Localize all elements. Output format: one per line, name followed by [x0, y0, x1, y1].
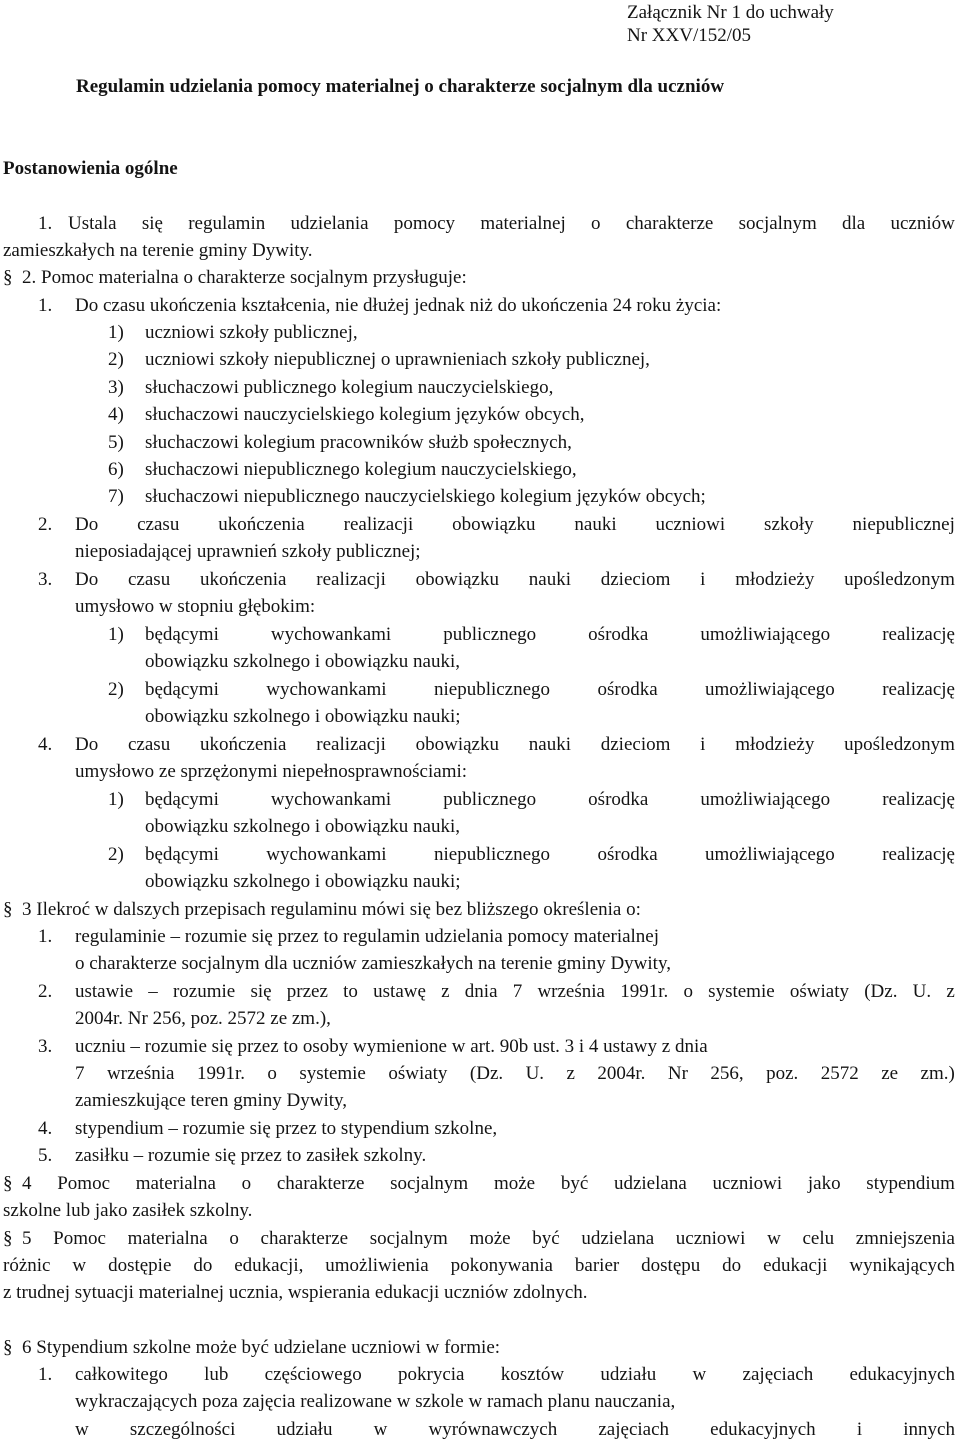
- word: Pomoc: [53, 1228, 106, 1249]
- word: 2572: [820, 1063, 859, 1084]
- word: będącymi: [145, 679, 219, 700]
- word: i: [700, 734, 706, 755]
- word: do: [193, 1255, 213, 1276]
- justified-line: [145, 786, 955, 813]
- definition-number: 5.: [38, 1145, 53, 1166]
- word: ośrodka: [588, 624, 649, 645]
- word: dzieciom: [600, 569, 671, 590]
- word: ośrodka: [597, 844, 658, 865]
- word: realizację: [882, 624, 955, 645]
- word: publicznego: [443, 624, 537, 645]
- justified-line: [75, 731, 955, 758]
- section-symbol: §: [3, 1228, 13, 1249]
- word: wyrównawczych: [428, 1419, 558, 1440]
- word: o: [591, 213, 601, 234]
- word: września: [106, 1063, 175, 1084]
- document-title: Regulamin udzielania pomocy materialnej o charakterze socjalnym dla uczniów: [76, 76, 725, 97]
- word: z: [441, 981, 450, 1002]
- definition-text: zamieszkujące teren gminy Dywity,: [75, 1090, 348, 1111]
- justified-line: [75, 566, 955, 593]
- justified-line: [3, 1252, 955, 1279]
- word: (Dz.: [469, 1063, 504, 1084]
- word: września: [537, 981, 605, 1002]
- definition-number: 1.: [38, 926, 53, 947]
- sub-list-number: 5): [108, 432, 124, 453]
- word: obowiązku: [415, 569, 499, 590]
- word: kosztów: [500, 1364, 565, 1385]
- word: to: [343, 981, 358, 1002]
- word: czasu: [137, 514, 180, 535]
- definition-number: 2.: [38, 981, 53, 1002]
- word: realizacji: [343, 514, 414, 535]
- word: ustawie: [75, 981, 134, 1002]
- word: barier: [574, 1255, 620, 1276]
- text-line: obowiązku szkolnego i obowiązku nauki,: [145, 816, 461, 837]
- word: udzielania: [290, 213, 369, 234]
- word: o: [241, 1173, 252, 1194]
- word: będącymi: [145, 844, 219, 865]
- sub-list-item: słuchaczowi niepublicznego nauczycielskiego kolegium języków obcych;: [145, 486, 706, 507]
- word: charakterze: [260, 1228, 349, 1249]
- word: realizacji: [316, 569, 386, 590]
- word: młodzieży: [735, 734, 815, 755]
- justified-line: [22, 1225, 955, 1252]
- justified-line: [22, 1170, 955, 1197]
- word: Do: [75, 734, 99, 755]
- word: przez: [286, 981, 328, 1002]
- sub-list-number: 3): [108, 377, 124, 398]
- word: realizację: [882, 844, 955, 865]
- word: wychowankami: [270, 789, 392, 810]
- word: nauki: [528, 569, 571, 590]
- word: z: [566, 1063, 575, 1084]
- word: do: [722, 1255, 742, 1276]
- text-line: obowiązku szkolnego i obowiązku nauki;: [145, 706, 461, 727]
- word: umożliwienia: [325, 1255, 429, 1276]
- word: częściowego: [264, 1364, 362, 1385]
- sub-list-item: słuchaczowi kolegium pracowników służb społecznych,: [145, 432, 572, 453]
- definition-text: uczniu – rozumie się przez to osoby wymienione w art. 90b ust. 3 i 4 ustawy z dnia: [75, 1036, 708, 1057]
- word: może: [493, 1173, 536, 1194]
- word: oświaty: [388, 1063, 448, 1084]
- word: umożliwiającego: [705, 844, 835, 865]
- word: będącymi: [145, 789, 219, 810]
- word: udzielana: [581, 1228, 655, 1249]
- word: lub: [204, 1364, 229, 1385]
- word: w: [75, 1419, 89, 1440]
- word: socjalnym: [738, 213, 817, 234]
- list-number: 4.: [38, 734, 53, 755]
- word: dostępu: [641, 1255, 701, 1276]
- word: edukacyjnych: [849, 1364, 955, 1385]
- word: czasu: [128, 569, 171, 590]
- word: niepublicznego: [433, 844, 551, 865]
- word: nauki: [528, 734, 571, 755]
- section-text: 2. Pomoc materialna o charakterze socjalnym przysługuje:: [22, 267, 467, 288]
- word: realizację: [882, 679, 955, 700]
- sub-list-number: 1): [108, 624, 124, 645]
- word: 256,: [710, 1063, 744, 1084]
- justified-line: [75, 978, 955, 1005]
- word: edukacji,: [234, 1255, 304, 1276]
- list-number: 3.: [38, 569, 53, 590]
- word: 1991r.: [620, 981, 669, 1002]
- word: o: [229, 1228, 239, 1249]
- word: pokrycia: [398, 1364, 465, 1385]
- word: różnic: [3, 1255, 51, 1276]
- sub-list-item: uczniowi szkoły niepublicznej o uprawnieniach szkoły publicznej,: [145, 349, 650, 370]
- section-symbol: §: [3, 899, 13, 920]
- word: się: [250, 981, 272, 1002]
- text-line: nieposiadającej uprawnień szkoły publicznej;: [75, 541, 421, 562]
- word: niepublicznego: [433, 679, 551, 700]
- text-line: wykraczających poza zajęcia realizowane w szkole w ramach planu nauczania,: [75, 1391, 676, 1412]
- word: umożliwiającego: [700, 624, 831, 645]
- definition-text: regulaminie – rozumie się przez to regulamin udzielania pomocy materialnej: [75, 926, 660, 947]
- word: 7: [75, 1063, 85, 1084]
- word: pomocy: [393, 213, 456, 234]
- word: socjalnym: [369, 1228, 448, 1249]
- list-number: 2.: [38, 514, 53, 535]
- word: czasu: [128, 734, 171, 755]
- word: ukończenia: [199, 569, 287, 590]
- text-line: umysłowo w stopniu głębokim:: [75, 596, 316, 617]
- text-line: szkolne lub jako zasiłek szkolny.: [3, 1200, 253, 1221]
- justified-line: [75, 511, 955, 538]
- word: 4: [22, 1173, 32, 1194]
- section-symbol: §: [3, 267, 13, 288]
- word: uczniowi: [655, 514, 726, 535]
- word: będącymi: [145, 624, 219, 645]
- word: regulamin: [188, 213, 266, 234]
- sub-list-number: 7): [108, 486, 124, 507]
- paragraph-number: 1.: [38, 213, 53, 234]
- word: dzieciom: [600, 734, 671, 755]
- word: materialna: [135, 1173, 216, 1194]
- sub-list-number: 4): [108, 404, 124, 425]
- word: celu: [802, 1228, 835, 1249]
- word: o: [267, 1063, 277, 1084]
- word: upośledzonym: [844, 569, 955, 590]
- word: zajęciach: [598, 1419, 670, 1440]
- sub-list-item: uczniowi szkoły publicznej,: [145, 322, 358, 343]
- sub-list-number: 2): [108, 679, 124, 700]
- word: rozumie: [172, 981, 236, 1002]
- justified-line: [75, 1416, 955, 1443]
- word: 2004r.: [597, 1063, 646, 1084]
- form-number: 1.: [38, 1364, 53, 1385]
- sub-list-item: słuchaczowi niepublicznego kolegium nauczycielskiego,: [145, 459, 577, 480]
- word: jako: [807, 1173, 841, 1194]
- word: udziału: [276, 1419, 333, 1440]
- word: edukacji: [763, 1255, 828, 1276]
- list-number: 1.: [38, 295, 53, 316]
- word: stypendium: [866, 1173, 955, 1194]
- sub-list-number: 1): [108, 789, 124, 810]
- word: w: [373, 1419, 388, 1440]
- text-line: obowiązku szkolnego i obowiązku nauki;: [145, 871, 461, 892]
- word: realizacji: [316, 734, 386, 755]
- word: umożliwiającego: [700, 789, 831, 810]
- text-line: zamieszkałych na terenie gminy Dywity.: [3, 240, 313, 261]
- word: może: [469, 1228, 511, 1249]
- word: poz.: [766, 1063, 799, 1084]
- attachment-line-2: Nr XXV/152/05: [627, 25, 752, 46]
- word: w: [72, 1255, 87, 1276]
- justified-line: [68, 210, 955, 237]
- word: realizację: [882, 789, 955, 810]
- text-line: umysłowo ze sprzężonymi niepełnosprawnościami:: [75, 761, 468, 782]
- justified-line: [145, 676, 955, 703]
- word: Do: [75, 569, 99, 590]
- word: ustawę: [373, 981, 426, 1002]
- justified-line: [75, 1361, 955, 1388]
- section-text: 6 Stypendium szkolne może być udzielane uczniowi w formie:: [22, 1337, 501, 1358]
- word: Pomoc: [57, 1173, 110, 1194]
- definition-number: 3.: [38, 1036, 53, 1057]
- word: wychowankami: [266, 844, 387, 865]
- word: ukończenia: [199, 734, 287, 755]
- word: wychowankami: [270, 624, 392, 645]
- word: zmniejszenia: [855, 1228, 955, 1249]
- word: –: [148, 981, 158, 1002]
- word: ośrodka: [597, 679, 658, 700]
- word: udziału: [600, 1364, 657, 1385]
- justified-line: [75, 1060, 955, 1087]
- word: obowiązku: [415, 734, 499, 755]
- word: zm.): [920, 1063, 955, 1084]
- word: U.: [525, 1063, 545, 1084]
- word: oświaty: [789, 981, 849, 1002]
- word: i: [856, 1419, 863, 1440]
- justified-line: [145, 841, 955, 868]
- word: U.: [912, 981, 932, 1002]
- word: być: [560, 1173, 589, 1194]
- word: się: [141, 213, 163, 234]
- word: uczniowi: [675, 1228, 746, 1249]
- word: charakterze: [276, 1173, 365, 1194]
- word: zajęciach: [742, 1364, 814, 1385]
- word: w: [692, 1364, 707, 1385]
- sub-list-number: 2): [108, 844, 124, 865]
- word: ośrodka: [588, 789, 649, 810]
- word: w: [767, 1228, 781, 1249]
- word: nauki: [574, 514, 617, 535]
- word: umożliwiającego: [705, 679, 835, 700]
- word: wynikających: [849, 1255, 955, 1276]
- definition-text: zasiłku – rozumie się przez to zasiłek szkolny.: [75, 1145, 427, 1166]
- word: Do: [75, 514, 99, 535]
- definition-text: 2004r. Nr 256, poz. 2572 ze zm.),: [75, 1008, 331, 1029]
- word: charakterze: [625, 213, 714, 234]
- section-symbol: §: [3, 1337, 13, 1358]
- word: 5: [22, 1228, 32, 1249]
- word: ze: [881, 1063, 899, 1084]
- word: 1991r.: [196, 1063, 245, 1084]
- word: Ustala: [68, 213, 117, 234]
- word: dostępie: [108, 1255, 172, 1276]
- word: wychowankami: [266, 679, 387, 700]
- word: z: [946, 981, 955, 1002]
- sub-list-item: słuchaczowi nauczycielskiego kolegium języków obcych,: [145, 404, 585, 425]
- word: ukończenia: [218, 514, 305, 535]
- definition-text: stypendium – rozumie się przez to stypendium szkolne,: [75, 1118, 498, 1139]
- word: materialna: [127, 1228, 208, 1249]
- section-symbol: §: [3, 1173, 13, 1194]
- section-text: 3 Ilekroć w dalszych przepisach regulaminu mówi się bez bliższego określenia o:: [22, 899, 641, 920]
- sub-list-number: 6): [108, 459, 124, 480]
- word: dnia: [464, 981, 498, 1002]
- word: systemie: [299, 1063, 366, 1084]
- word: niepublicznej: [852, 514, 955, 535]
- text-line: z trudnej sytuacji materialnej ucznia, wspierania edukacji uczniów zdolnych.: [3, 1282, 588, 1303]
- word: udzielana: [613, 1173, 687, 1194]
- word: uczniów: [890, 213, 955, 234]
- word: młodzieży: [735, 569, 815, 590]
- word: obowiązku: [452, 514, 536, 535]
- word: 7: [512, 981, 523, 1002]
- sub-list-item: słuchaczowi publicznego kolegium nauczycielskiego,: [145, 377, 554, 398]
- word: edukacyjnych: [710, 1419, 816, 1440]
- word: i: [700, 569, 706, 590]
- word: uczniowi: [712, 1173, 783, 1194]
- attachment-line-1: Załącznik Nr 1 do uchwały: [627, 2, 834, 23]
- word: innych: [903, 1419, 955, 1440]
- word: pokonywania: [450, 1255, 553, 1276]
- definition-number: 4.: [38, 1118, 53, 1139]
- justified-line: [145, 621, 955, 648]
- sub-list-number: 2): [108, 349, 124, 370]
- word: publicznego: [443, 789, 537, 810]
- list-item-text: Do czasu ukończenia kształcenia, nie dłużej jednak niż do ukończenia 24 roku życia:: [75, 295, 722, 316]
- word: dla: [842, 213, 866, 234]
- word: szczególności: [129, 1419, 236, 1440]
- word: być: [532, 1228, 560, 1249]
- word: upośledzonym: [844, 734, 955, 755]
- word: (Dz.: [864, 981, 898, 1002]
- word: całkowitego: [75, 1364, 168, 1385]
- word: szkoły: [764, 514, 814, 535]
- word: materialnej: [480, 213, 566, 234]
- definition-text: o charakterze socjalnym dla uczniów zamieszkałych na terenie gminy Dywity,: [75, 953, 671, 974]
- word: Nr: [667, 1063, 688, 1084]
- section-heading-general: Postanowienia ogólne: [3, 158, 178, 179]
- word: o: [683, 981, 693, 1002]
- word: socjalnym: [390, 1173, 469, 1194]
- sub-list-number: 1): [108, 322, 124, 343]
- word: systemie: [708, 981, 775, 1002]
- text-line: obowiązku szkolnego i obowiązku nauki,: [145, 651, 461, 672]
